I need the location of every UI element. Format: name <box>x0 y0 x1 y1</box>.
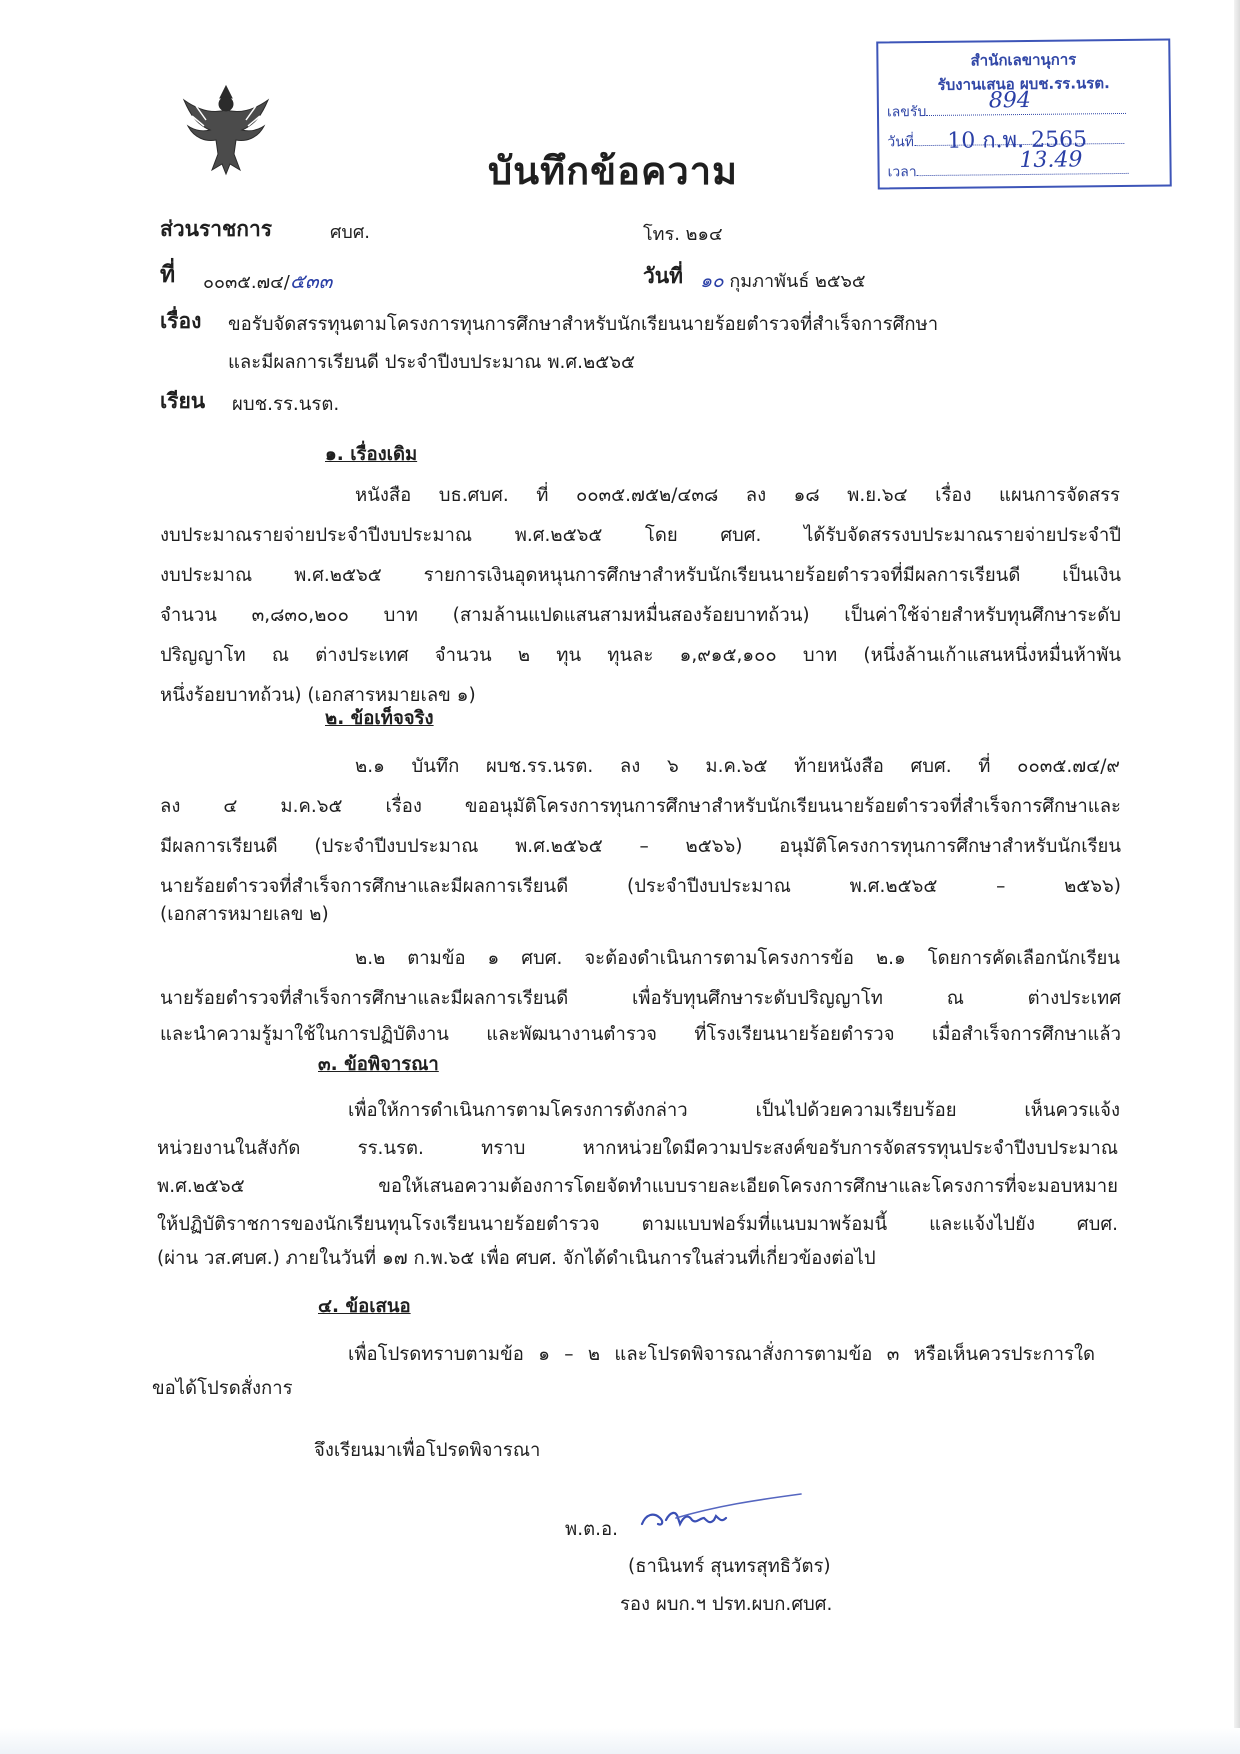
date-label: วันที่ <box>643 264 683 288</box>
s4-line-1: เพื่อโปรดทราบตามข้อ ๑ – ๒ และโปรดพิจารณาสั่งการตามข้อ ๓ หรือเห็นควรประการใด <box>348 1344 1095 1365</box>
subject-label: เรื่อง <box>160 309 202 333</box>
signer-position: รอง ผบก.ฯ ปรท.ผบก.ศบศ. <box>620 1594 833 1615</box>
s3-line-5: (ผ่าน วส.ศบศ.) ภายในวันที่ ๑๗ ก.พ.๖๕ เพื่อ ศบศ. จักได้ดำเนินการในส่วนที่เกี่ยวข้องต่อไป <box>157 1248 876 1269</box>
ref-prefix: ๐๐๓๕.๗๔/ <box>203 272 290 293</box>
stamp-no-label: เลขรับ <box>886 104 927 121</box>
s1-line-2: งบประมาณรายจ่ายประจำปีงบประมาณ พ.ศ.๒๕๖๕ โดย ศบศ. ได้รับจัดสรรงบประมาณรายจ่ายประจำปี <box>160 525 1121 546</box>
s1-line-3: งบประมาณ พ.ศ.๒๕๖๕ รายการเงินอุดหนุนการศึกษาสำหรับนักเรียนนายร้อยตำรวจที่มีผลการเรียนดี เป็นเงิน <box>160 565 1121 586</box>
signer-name: (ธานินทร์ สุนทรสุทธิวัตร) <box>628 1556 831 1577</box>
s22-line-1: ๒.๒ ตามข้อ ๑ ศบศ. จะต้องดำเนินการตามโครงการข้อ ๒.๑ โดยการคัดเลือกนักเรียน <box>355 948 1120 969</box>
stamp-date-value: 10 ก.พ. 2565 <box>947 127 1088 154</box>
s2-heading: ๒. ข้อเท็จจริง <box>325 708 434 729</box>
s3-line-1: เพื่อให้การดำเนินการตามโครงการดังกล่าว เป็นไปด้วยความเรียบร้อย เห็นควรแจ้ง <box>348 1100 1120 1121</box>
s1-heading: ๑. เรื่องเดิม <box>325 444 418 465</box>
s4-line-2: ขอได้โปรดสั่งการ <box>152 1378 293 1399</box>
phone-field <box>643 219 723 248</box>
s4-heading: ๔. ข้อเสนอ <box>318 1296 411 1317</box>
closing-text: จึงเรียนมาเพื่อโปรดพิจารณา <box>314 1440 541 1461</box>
s21-line-5: (เอกสารหมายเลข ๒) <box>160 904 329 925</box>
s3-line-4: ให้ปฏิบัติราชการของนักเรียนทุนโรงเรียนนายร้อยตำรวจ ตามแบบฟอร์มที่แนบมาพร้อมนี้ และแจ้งไปยัง ศบศ. <box>157 1214 1118 1235</box>
s21-line-3: มีผลการเรียนดี (ประจำปีงบประมาณ พ.ศ.๒๕๖๕ – ๒๕๖๖) อนุมัติโครงการทุนการศึกษาสำหรับนักเรียน <box>160 836 1121 857</box>
stamp-receiver: รับงานเสนอ ผบช.รร.นรต. <box>937 74 1110 94</box>
handwritten-signature <box>636 1488 806 1538</box>
date-value: กุมภาพันธ์ ๒๕๖๕ <box>729 271 866 292</box>
to-label: เรียน <box>160 389 206 413</box>
receipt-stamp <box>876 38 1172 189</box>
dept-label: ส่วนราชการ <box>160 217 273 241</box>
s3-heading: ๓. ข้อพิจารณา <box>318 1054 439 1075</box>
ref-handwritten: ๕๓๓ <box>289 269 333 293</box>
scan-bottom-tint <box>0 1728 1240 1754</box>
s21-line-1: ๒.๑ บันทึก ผบช.รร.นรต. ลง ๖ ม.ค.๖๕ ท้ายหนังสือ ศบศ. ที่ ๐๐๓๕.๗๔/๙ <box>355 756 1120 777</box>
stamp-time-label: เวลา <box>887 164 917 181</box>
phone-label: โทร. <box>643 224 680 245</box>
s22-line-3: และนำความรู้มาใช้ในการปฏิบัติงาน และพัฒนางานตำรวจ ที่โรงเรียนนายร้อยตำรวจ เมื่อสำเร็จการศึกษาแล้ว <box>160 1024 1121 1045</box>
document-title: บันทึกข้อความ <box>488 149 739 193</box>
s1-line-1: หนังสือ บธ.ศบศ. ที่ ๐๐๓๕.๗๕๒/๔๓๘ ลง ๑๘ พ.ย.๖๔ เรื่อง แผนการจัดสรร <box>355 485 1120 506</box>
dept-value: ศบศ. <box>330 222 370 243</box>
s22-line-2: นายร้อยตำรวจที่สำเร็จการศึกษาและมีผลการเรียนดี เพื่อรับทุนศึกษาระดับปริญญาโท ณ ต่างประเทศ <box>160 988 1121 1009</box>
s1-line-6: หนึ่งร้อยบาทถ้วน) (เอกสารหมายเลข ๑) <box>160 685 476 706</box>
s21-line-2: ลง ๔ ม.ค.๖๕ เรื่อง ขออนุมัติโครงการทุนการศึกษาสำหรับนักเรียนนายร้อยตำรวจที่สำเร็จการศึกษาและ <box>160 796 1121 817</box>
s3-line-3: พ.ศ.๒๕๖๕ ขอให้เสนอความต้องการโดยจัดทำแบบรายละเอียดโครงการศึกษาและโครงการที่จะมอบหมาย <box>157 1176 1118 1197</box>
stamp-office: สำนักเลขานุการ <box>970 50 1077 70</box>
date-field <box>700 266 866 296</box>
s1-line-5: ปริญญาโท ณ ต่างประเทศ จำนวน ๒ ทุน ทุนละ ๑,๙๑๕,๑๐๐ บาท (หนึ่งล้านเก้าแสนหนึ่งหมื่นห้าพัน <box>160 645 1121 666</box>
date-handwritten: ๑๐ <box>700 270 724 292</box>
to-value: ผบช.รร.นรต. <box>232 394 340 415</box>
ref-label: ที่ <box>160 262 176 288</box>
scan-edge <box>1234 0 1240 1754</box>
subject-line-2: และมีผลการเรียนดี ประจำปีงบประมาณ พ.ศ.๒๕๖๕ <box>228 352 635 373</box>
garuda-emblem-icon <box>176 80 276 180</box>
ref-field <box>203 265 332 297</box>
s1-line-4: จำนวน ๓,๘๓๐,๒๐๐ บาท (สามล้านแปดแสนสามหมื่นสองร้อยบาทถ้วน) เป็นค่าใช้จ่ายสำหรับทุนศึกษาระดับ <box>160 605 1121 626</box>
stamp-no-value: 894 <box>988 87 1031 114</box>
s21-line-4: นายร้อยตำรวจที่สำเร็จการศึกษาและมีผลการเรียนดี (ประจำปีงบประมาณ พ.ศ.๒๕๖๕ – ๒๕๖๖) <box>160 876 1121 897</box>
stamp-date-label: วันที่ <box>887 134 915 151</box>
phone-value: ๒๑๔ <box>685 224 723 245</box>
s3-line-2: หน่วยงานในสังกัด รร.นรต. ทราบ หากหน่วยใดมีความประสงค์ขอรับการจัดสรรทุนประจำปีงบประมาณ <box>157 1138 1118 1159</box>
stamp-time-value: 13.49 <box>1019 147 1083 174</box>
subject-line-1: ขอรับจัดสรรทุนตามโครงการทุนการศึกษาสำหรับนักเรียนนายร้อยตำรวจที่สำเร็จการศึกษา <box>228 314 939 335</box>
signer-rank: พ.ต.อ. <box>565 1519 618 1540</box>
